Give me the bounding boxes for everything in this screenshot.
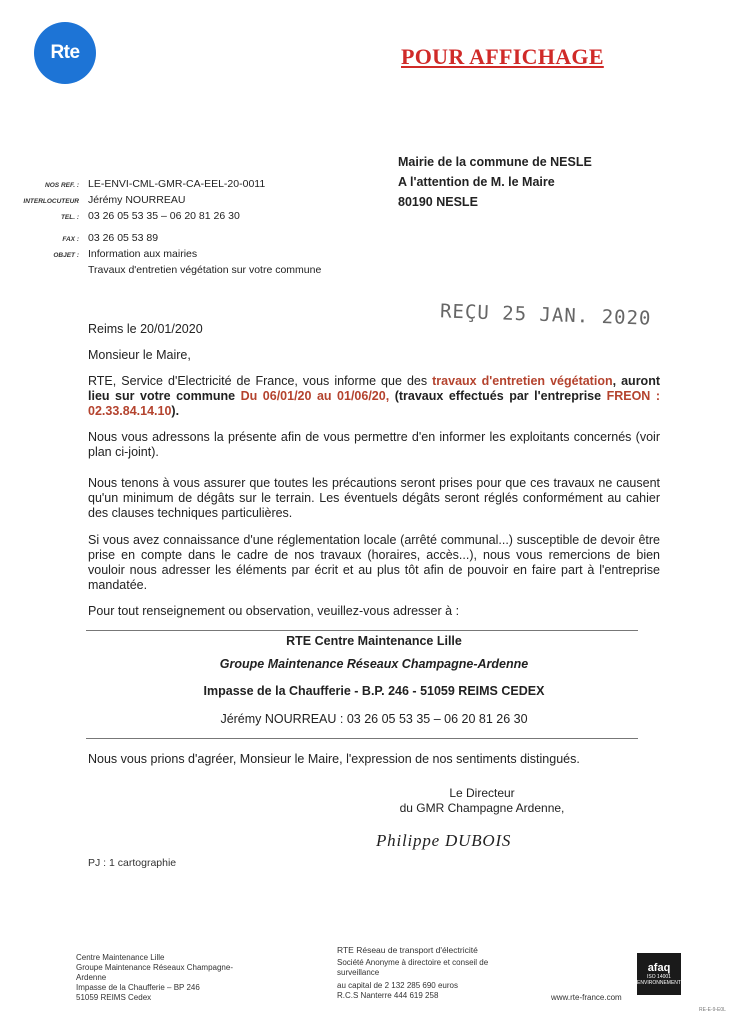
afaq-iso: ISO 14001 bbox=[647, 974, 671, 980]
paragraph-5: Pour tout renseignement ou observation, veuillez-vous adresser à : bbox=[88, 604, 460, 618]
ref-label: NOS REF. : bbox=[45, 182, 79, 189]
ref-row bbox=[0, 176, 420, 192]
pour-affichage-title: POUR AFFICHAGE bbox=[401, 44, 604, 69]
ref-value: LE-ENVI-CML-GMR-CA-EEL-20-0011 bbox=[88, 178, 266, 190]
rte-logo bbox=[34, 22, 96, 84]
interlocuteur-label: INTERLOCUTEUR bbox=[23, 198, 79, 205]
afaq-brand: afaq bbox=[647, 962, 671, 974]
recipient-line-3: 80190 NESLE bbox=[398, 195, 478, 209]
objet-row bbox=[0, 246, 420, 262]
paragraph-4: Si vous avez connaissance d'une réglementation locale (arrêté communal...) susceptible de devoir être prise en compte dans le cadre de nos travaux (horaires, accès...), nous vous remercions de bien vouloir nous adresser les éléments par écrit et au plus tôt afin de pouvoir en faire part à l'entreprise mandatée. bbox=[88, 533, 660, 592]
paragraph-2: Nous vous adressons la présente afin de vous permettre d'en informer les exploitants concernés (voir plan ci-joint). bbox=[88, 430, 660, 459]
website-link[interactable]: www.rte-france.com bbox=[551, 993, 622, 1002]
paragraph-1-dates: Du 06/01/20 au 01/06/20, bbox=[240, 389, 390, 403]
closing-paragraph: Nous vous prions d'agréer, Monsieur le Maire, l'expression de nos sentiments distingués. bbox=[88, 752, 580, 766]
paragraph-1 bbox=[88, 374, 660, 419]
received-stamp: REÇU 25 JAN. 2020 bbox=[439, 300, 652, 330]
footer-left-address bbox=[76, 953, 233, 1003]
footer-center-line-2: Société Anonyme à directoire et conseil de bbox=[337, 958, 489, 967]
fax-row bbox=[0, 230, 420, 246]
interlocuteur-row bbox=[0, 192, 420, 208]
footer-left-line-4: Impasse de la Chaufferie – BP 246 bbox=[76, 983, 200, 992]
footer-left-line-5: 51059 REIMS Cedex bbox=[76, 993, 152, 1002]
recipient-line-1: Mairie de la commune de NESLE bbox=[398, 155, 592, 169]
objet-line-2: Travaux d'entretien végétation sur votre commune bbox=[88, 264, 322, 276]
footer-center-line-3: surveillance bbox=[337, 968, 380, 977]
contact-line-2: Groupe Maintenance Réseaux Champagne-Ardenne bbox=[219, 657, 529, 671]
signatory-line-1: Le Directeur bbox=[449, 786, 515, 800]
tel-row bbox=[0, 208, 420, 224]
objet-label: OBJET : bbox=[53, 252, 79, 259]
paragraph-1-company: FREON : 02.33.84.14.10 bbox=[88, 389, 660, 418]
footer-center-line-1: RTE Réseau de transport d'électricité bbox=[337, 945, 478, 955]
signatory-name: Philippe DUBOIS bbox=[376, 831, 512, 850]
contact-line-4: Jérémy NOURREAU : 03 26 05 53 35 – 06 20 81 26 30 bbox=[220, 712, 528, 726]
contact-top-divider bbox=[86, 630, 638, 631]
attachment-note: PJ : 1 cartographie bbox=[88, 857, 177, 869]
signatory-block bbox=[352, 786, 612, 816]
footer-center-line-4: au capital de 2 132 285 690 euros bbox=[337, 981, 458, 990]
signatory-line-2: du GMR Champagne Ardenne, bbox=[399, 801, 565, 815]
paragraph-1-part-1: RTE, Service d'Electricité de France, vous informe que des bbox=[88, 374, 433, 388]
paragraph-1-part-5: (travaux effectués par l'entreprise bbox=[389, 389, 607, 403]
rte-logo-text: Rte bbox=[50, 42, 80, 63]
objet-line-1: Information aux mairies bbox=[88, 248, 198, 260]
tel-value: 03 26 05 53 35 – 06 20 81 26 30 bbox=[88, 210, 240, 222]
contact-bottom-divider bbox=[86, 738, 638, 739]
paragraph-1-works: travaux d'entretien végétation bbox=[432, 374, 613, 388]
contact-line-3: Impasse de la Chaufferie - B.P. 246 - 51059 REIMS CEDEX bbox=[203, 684, 545, 698]
interlocuteur-value: Jérémy NOURREAU bbox=[88, 194, 186, 206]
footer-company-info bbox=[337, 945, 488, 1001]
fax-label: FAX : bbox=[62, 236, 79, 243]
contact-line-1: RTE Centre Maintenance Lille bbox=[286, 634, 462, 648]
afaq-certification-logo bbox=[637, 953, 681, 995]
salutation: Monsieur le Maire, bbox=[88, 348, 191, 362]
recipient-line-2: A l'attention de M. le Maire bbox=[398, 175, 555, 189]
footer-left-line-1: Centre Maintenance Lille bbox=[76, 953, 165, 962]
footer-left-line-3: Ardenne bbox=[76, 973, 107, 982]
recipient-address bbox=[398, 152, 592, 212]
paragraph-1-part-7: ). bbox=[171, 404, 180, 418]
document-reference-code: RE-E-9-E0L bbox=[699, 1007, 726, 1013]
footer-left-line-2: Groupe Maintenance Réseaux Champagne- bbox=[76, 963, 233, 972]
afaq-sub: ENVIRONNEMENT bbox=[637, 980, 681, 986]
fax-value: 03 26 05 53 89 bbox=[88, 232, 159, 244]
paragraph-3: Nous tenons à vous assurer que toutes les précautions seront prises pour que ces travaux ne causent qu'un minimum de dégâts sur le terrain. Les éventuels dégâts seront réglés conformément au cahier des clauses techniques particulières. bbox=[88, 476, 660, 520]
date-line: Reims le 20/01/2020 bbox=[88, 322, 203, 336]
tel-label: TEL. : bbox=[60, 214, 79, 221]
footer-center-line-5: R.C.S Nanterre 444 619 258 bbox=[337, 991, 439, 1000]
paragraph-1-part-3: , auront lieu sur votre commune bbox=[88, 374, 660, 403]
letter-references bbox=[0, 176, 420, 278]
